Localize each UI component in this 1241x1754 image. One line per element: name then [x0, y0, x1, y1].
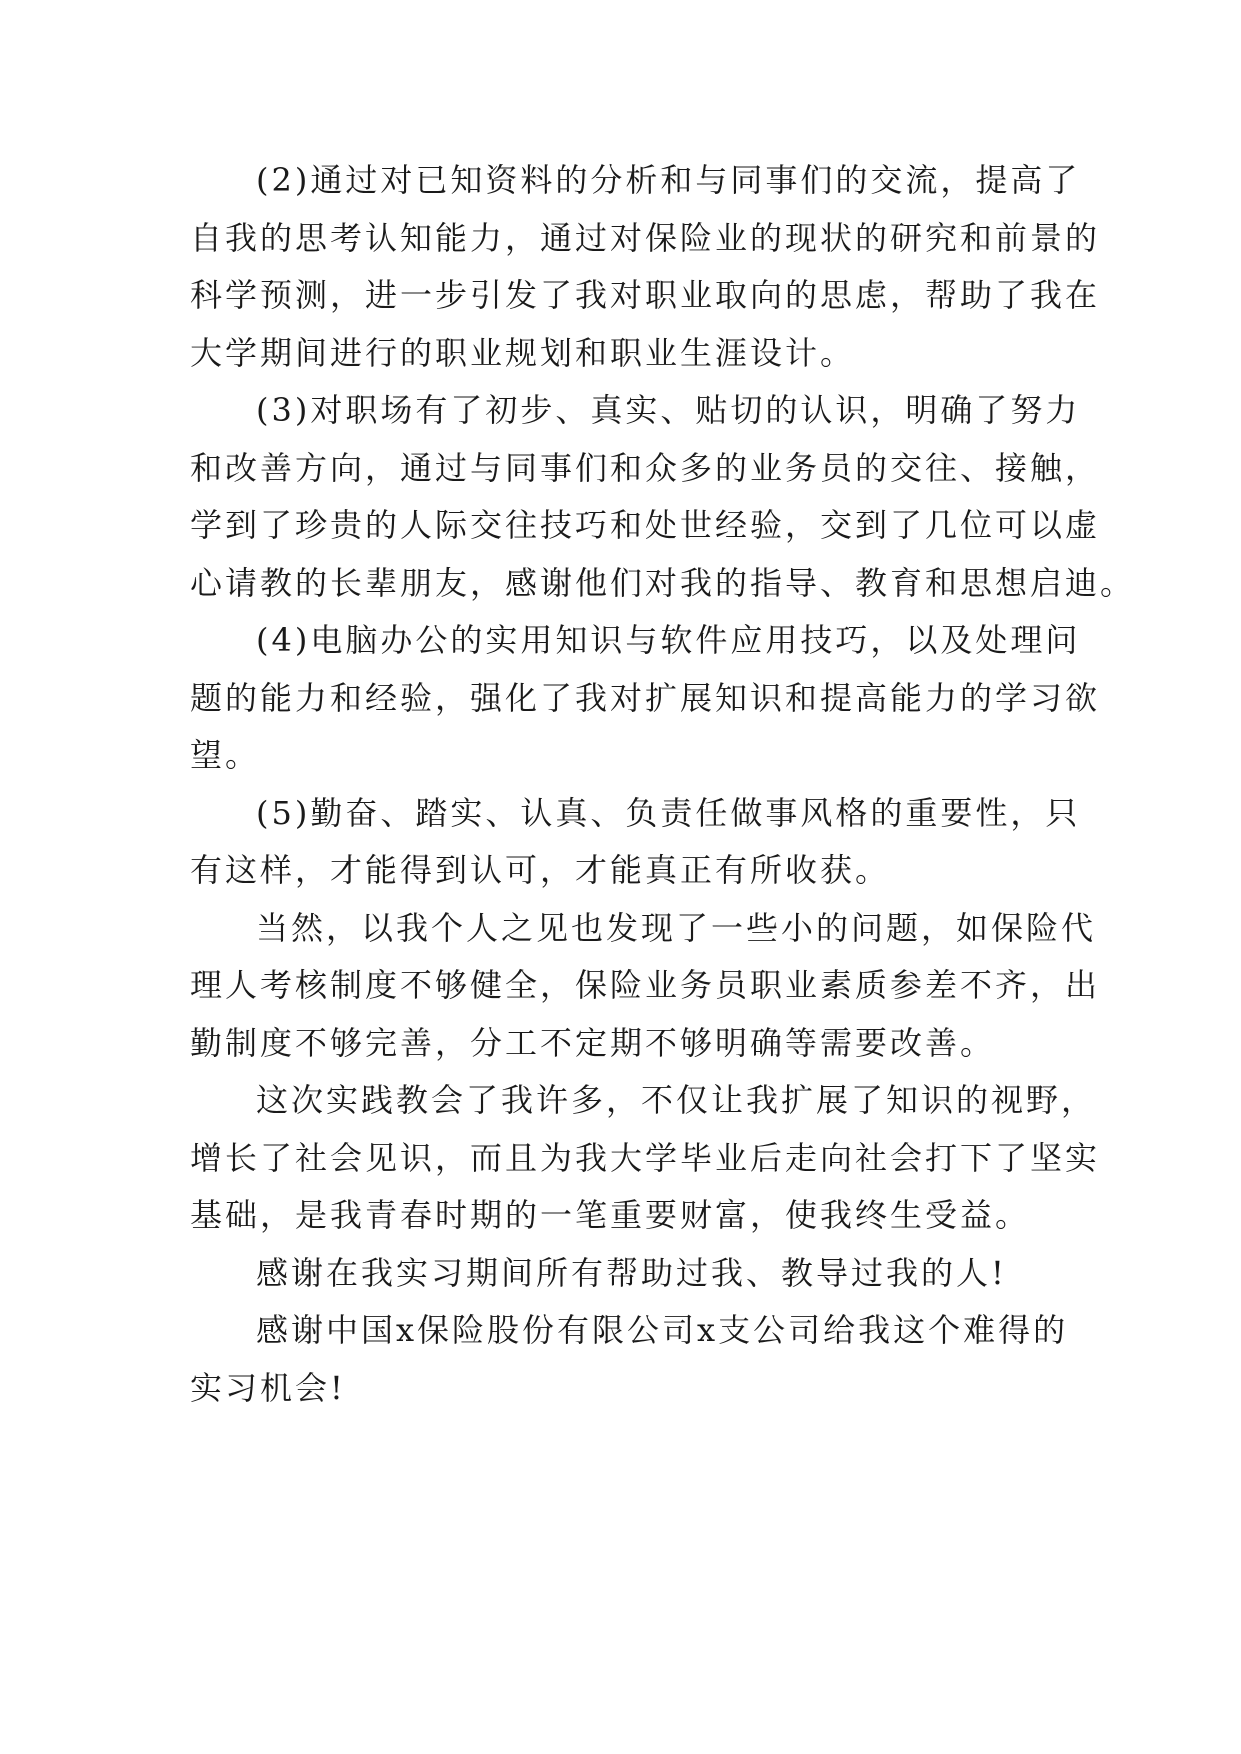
paragraph-point-4 [190, 612, 1101, 785]
text-line: 心请教的长辈朋友，感谢他们对我的指导、教育和思想启迪。 [190, 563, 1136, 602]
document-body [190, 152, 1136, 1417]
paragraph-thanks-company [190, 1302, 1069, 1417]
text-line: 基础，是我青春时期的一笔重要财富，使我终生受益。 [190, 1196, 1031, 1234]
text-line: 勤制度不够完善，分工不定期不够明确等需要改善。 [190, 1023, 996, 1062]
text-line: 和改善方向，通过与同事们和众多的业务员的交往、接触， [190, 448, 1101, 487]
text-line: 这次实践教会了我许多，不仅让我扩展了知识的视野， [256, 1081, 1097, 1119]
text-line: 题的能力和经验，强化了我对扩展知识和提高能力的学习欲 [190, 678, 1101, 717]
text-line: (3)对职场有了初步、真实、贴切的认识，明确了努力 [256, 391, 1081, 429]
text-line: (4)电脑办公的实用知识与软件应用技巧，以及处理问 [256, 621, 1081, 659]
paragraph-problems [190, 900, 1101, 1073]
text-line: 望。 [190, 736, 261, 774]
paragraph-point-5 [190, 785, 1081, 900]
text-line: 大学期间进行的职业规划和职业生涯设计。 [190, 333, 856, 372]
text-line: (5)勤奋、踏实、认真、负责任做事风格的重要性，只 [256, 793, 1081, 832]
paragraph-thanks-people [190, 1245, 1050, 1303]
paragraph-summary [190, 1072, 1101, 1245]
text-line: 科学预测，进一步引发了我对职业取向的思虑，帮助了我在 [190, 276, 1101, 314]
text-line: (2)通过对已知资料的分析和与同事们的交流，提高了 [256, 161, 1081, 199]
paragraph-point-3 [190, 382, 1136, 612]
text-line: 理人考核制度不够健全，保险业务员职业素质参差不齐，出 [190, 966, 1101, 1004]
text-line: 当然，以我个人之见也发现了一些小的问题，如保险代 [256, 908, 1097, 947]
paragraph-point-2 [190, 152, 1101, 382]
text-line: 学到了珍贵的人际交往技巧和处世经验，交到了几位可以虚 [190, 506, 1101, 544]
text-line: 感谢中国x保险股份有限公司x支公司给我这个难得的 [256, 1311, 1069, 1349]
text-line: 有这样，才能得到认可，才能真正有所收获。 [190, 851, 891, 889]
text-line: 感谢在我实习期间所有帮助过我、教导过我的人! [256, 1253, 1007, 1292]
text-line: 实习机会! [190, 1368, 346, 1407]
text-line: 自我的思考认知能力，通过对保险业的现状的研究和前景的 [190, 218, 1101, 257]
text-line: 增长了社会见识，而且为我大学毕业后走向社会打下了坚实 [190, 1138, 1101, 1177]
